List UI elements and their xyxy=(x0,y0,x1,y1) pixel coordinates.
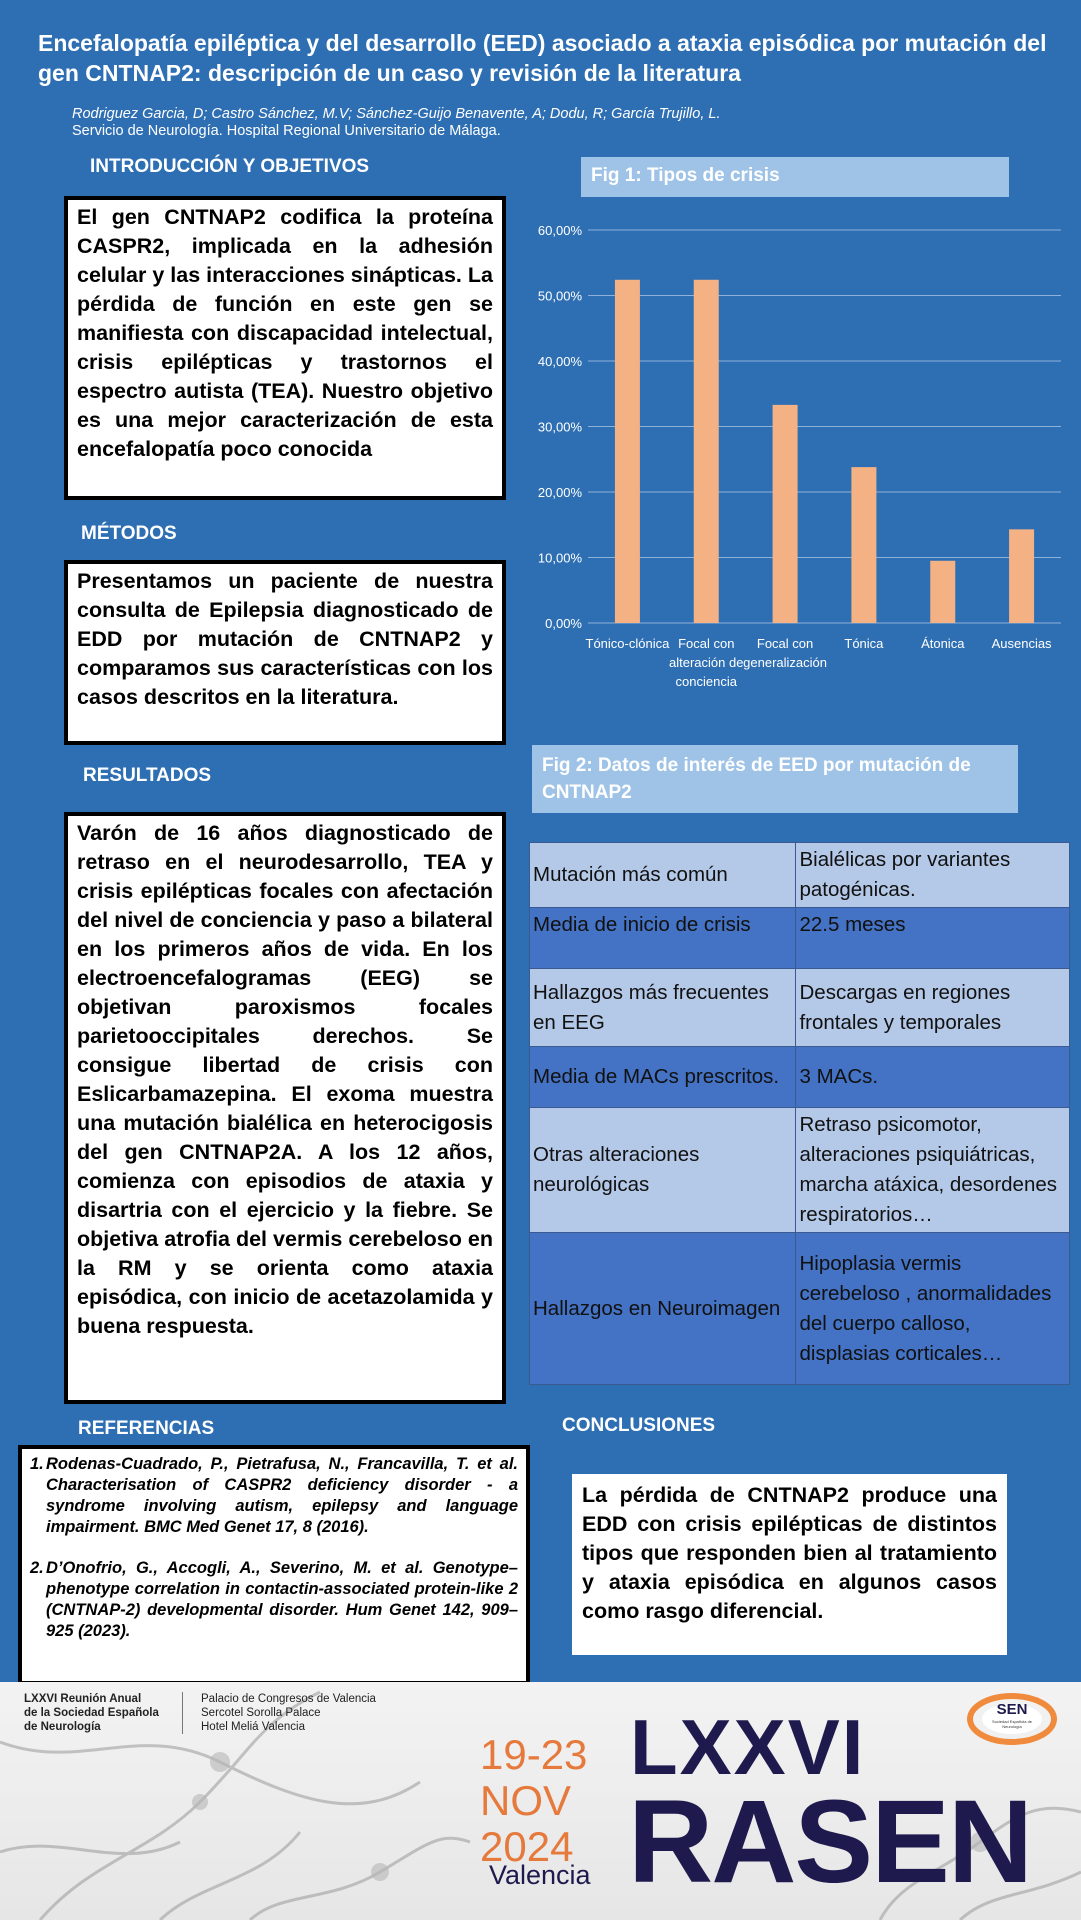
results-box xyxy=(64,812,506,1404)
conference-banner xyxy=(0,1682,1081,1920)
fig1-chart xyxy=(516,210,1071,710)
x-tick-label: Tónica xyxy=(844,636,884,651)
table-label-cell: Hallazgos más frecuentes en EEG xyxy=(530,969,796,1047)
banner-rasen: RASEN xyxy=(628,1776,1032,1908)
logo-text: SEN xyxy=(996,1701,1028,1718)
x-tick-label: Focal con xyxy=(756,636,814,651)
bar xyxy=(694,280,719,623)
sen-logo xyxy=(966,1692,1058,1746)
x-tick-label: Átonica xyxy=(921,636,965,651)
org-line-2: de la Sociedad Española xyxy=(24,1707,159,1719)
logo-subtext: Sociedad Española de Neurología xyxy=(991,1719,1033,1729)
methods-heading: MÉTODOS xyxy=(81,523,177,544)
venue-line-2: Sercotel Sorolla Palace xyxy=(201,1707,321,1719)
bar xyxy=(930,561,955,623)
table-label-cell: Media de MACs prescritos. xyxy=(530,1047,796,1108)
date-year: 2024 xyxy=(480,1823,574,1870)
table-label-cell: Media de inicio de crisis xyxy=(530,908,796,969)
y-tick-label: 10,00% xyxy=(537,550,582,566)
org-line-1: LXXVI Reunión Anual xyxy=(24,1693,142,1705)
table-label-cell: Hallazgos en Neuroimagen xyxy=(530,1233,796,1385)
references-box xyxy=(18,1445,530,1685)
venue-line-3: Hotel Meliá Valencia xyxy=(201,1721,305,1733)
table-label-cell: Otras alteraciones neurológicas xyxy=(530,1108,796,1233)
banner-lxxvi: LXXVI xyxy=(630,1703,866,1791)
conclusions-box xyxy=(572,1474,1007,1655)
table-row xyxy=(530,843,1070,908)
bar xyxy=(773,405,798,623)
reference-text: Rodenas-Cuadrado, P., Pietrafusa, N., Francavilla, T. et al. Characterisation of CASPR2 deficiency disorder - a syndrome involving autism, epilepsy and language impairment. BMC Med Genet 17, 8 (2016). xyxy=(46,1455,518,1536)
table-value-cell: Descargas en regiones frontales y temporales xyxy=(796,969,1070,1047)
org-line-3: de Neurología xyxy=(24,1721,101,1733)
x-tick-label: Ausencias xyxy=(991,636,1052,651)
x-tick-label: conciencia xyxy=(675,674,737,689)
venue-line-1: Palacio de Congresos de Valencia xyxy=(201,1693,376,1705)
bar xyxy=(615,280,640,623)
intro-text: El gen CNTNAP2 codifica la proteína CASPR2, implicada en la adhesión celular y las interacciones sinápticas. La pérdida de función en este gen se manifiesta con discapacidad intelectual, crisis epilépticas y trastornos el espectro autista (TEA). Nuestro objetivo es una mejor caracterización de esta encefalopatía poco conocida xyxy=(77,205,493,461)
divider xyxy=(182,1692,183,1734)
x-tick-label: alteración de xyxy=(669,655,744,670)
table-value-cell: Hipoplasia vermis cerebeloso , anormalidades del cuerpo calloso, displasias corticales… xyxy=(796,1233,1070,1385)
reference-item xyxy=(30,1454,518,1538)
results-text: Varón de 16 años diagnosticado de retraso en el neurodesarrollo, TEA y crisis epilépticas focales con afectación del nivel de conciencia y paso a bilateral en los primeros años de vida. En los electroencefalogramas (EEG) se objetivan paroxismos focales parietooccipitales derechos. Se consigue libertad de crisis con Eslicarbamazepina. El exoma muestra una mutación bialélica en heterocigosis del gen CNTNAP2A. A los 12 años, comienza con episodios de ataxia y disartria con el ejercicio y la fiebre. Se objetiva atrofia del vermis cerebeloso en la RM y se orienta como ataxia episódica, con inicio de acetazolamida y buena respuesta. xyxy=(77,821,493,1338)
affiliation: Servicio de Neurología. Hospital Regional Universitario de Málaga. xyxy=(72,123,501,139)
poster-title: Encefalopatía epiléptica y del desarrollo (EED) asociado a ataxia episódica por mutación del gen CNTNAP2: descripción de un caso y revisión de la literatura xyxy=(38,30,1047,86)
x-tick-label: Focal con xyxy=(678,636,735,651)
bar-chart-svg xyxy=(516,210,1071,710)
methods-text: Presentamos un paciente de nuestra consulta de Epilepsia diagnosticado de EDD por mutación de CNTNAP2 y comparamos sus características con los casos descritos en la literatura. xyxy=(77,569,493,709)
authors: Rodriguez Garcia, D; Castro Sánchez, M.V; Sánchez-Guijo Benavente, A; Dodu, R; García Trujillo, L. xyxy=(72,106,721,122)
intro-heading: INTRODUCCIÓN Y OBJETIVOS xyxy=(90,156,370,177)
bar xyxy=(851,467,876,623)
x-tick-label: Tónico-clónica xyxy=(585,636,670,651)
results-heading: RESULTADOS xyxy=(83,765,212,786)
fig2-table xyxy=(529,842,1070,1385)
table-value-cell: Bialélicas por variantes patogénicas. xyxy=(796,843,1070,908)
y-tick-label: 0,00% xyxy=(545,616,582,631)
intro-box xyxy=(64,196,506,500)
table-row xyxy=(530,1108,1070,1233)
y-tick-label: 50,00% xyxy=(537,288,582,304)
fig2-title: Fig 2: Datos de interés de EED por mutación de CNTNAP2 xyxy=(532,745,1018,813)
y-tick-label: 20,00% xyxy=(537,485,582,500)
reference-item xyxy=(30,1558,518,1642)
reference-number: 2. xyxy=(30,1559,44,1577)
table-row xyxy=(530,1047,1070,1108)
references-heading: REFERENCIAS xyxy=(78,1418,215,1439)
reference-number: 1. xyxy=(30,1455,44,1473)
bar xyxy=(1009,529,1034,623)
date-month: NOV xyxy=(480,1777,572,1824)
table-value-cell: 22.5 meses xyxy=(796,908,1070,969)
table-value-cell: Retraso psicomotor, alteraciones psiquiátricas, marcha atáxica, desordenes respiratorios… xyxy=(796,1108,1070,1233)
methods-box xyxy=(64,560,506,745)
fig1-title: Fig 1: Tipos de crisis xyxy=(581,157,1009,197)
table-label-cell: Mutación más común xyxy=(530,843,796,908)
reference-text: D’Onofrio, G., Accogli, A., Severino, M. et al. Genotype–phenotype correlation in contactin-associated protein-like 2 (CNTNAP-2) developmental disorder. Hum Genet 142, 909–925 (2023). xyxy=(46,1559,518,1640)
table-row xyxy=(530,969,1070,1047)
conclusions-text: La pérdida de CNTNAP2 produce una EDD con crisis epilépticas de distintos tipos que responden bien al tratamiento y ataxia episódica en algunos casos como rasgo diferencial. xyxy=(582,1483,997,1623)
conclusions-heading: CONCLUSIONES xyxy=(562,1415,716,1436)
y-tick-label: 60,00% xyxy=(537,223,582,238)
city-name: Valencia xyxy=(489,1860,591,1890)
y-tick-label: 30,00% xyxy=(537,419,582,435)
table-row xyxy=(530,908,1070,969)
table-row xyxy=(530,1233,1070,1385)
y-tick-label: 40,00% xyxy=(537,354,582,369)
x-tick-label: generalización xyxy=(743,655,828,670)
table-value-cell: 3 MACs. xyxy=(796,1047,1070,1108)
date-range: 19-23 xyxy=(480,1731,588,1778)
